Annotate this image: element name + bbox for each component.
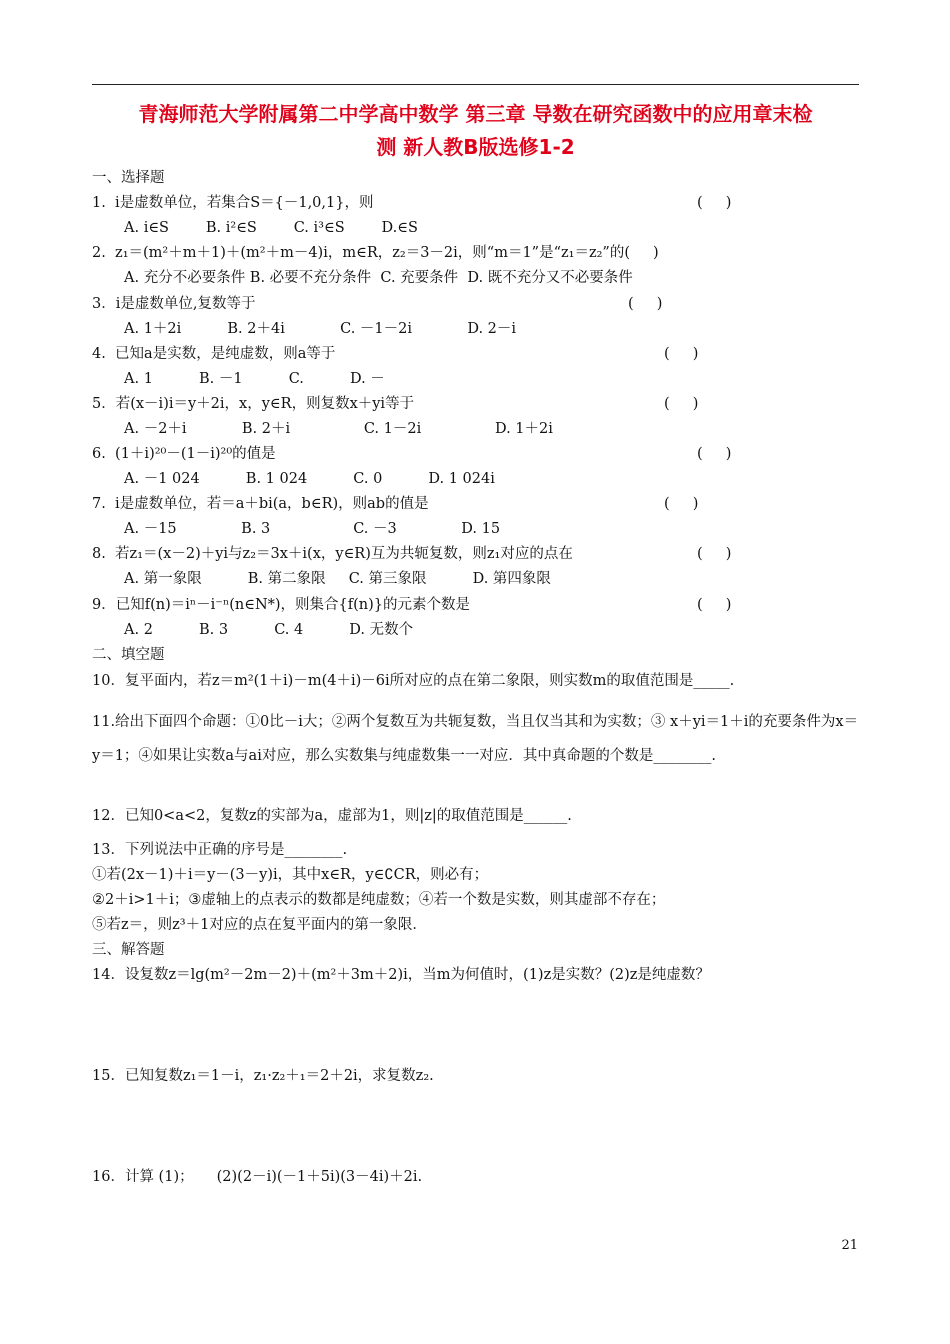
answer-bracket-8: ( ) (697, 546, 732, 562)
question-8-options: A. 第一象限 B. 第二象限 C. 第三象限 D. 第四象限 (124, 571, 551, 587)
question-13: 13．下列说法中正确的序号是________. (92, 842, 348, 858)
question-5-options: A. －2＋i B. 2＋i C. 1－2i D. 1＋2i (124, 421, 553, 437)
question-1: 1. i是虚数单位，若集合S＝{－1,0,1}，则 (92, 195, 374, 211)
question-14: 14．设复数z＝lg(m²－2m－2)＋(m²＋3m＋2)i，当m为何值时，(1)z是实数？(2)z是纯虚数？ (92, 967, 710, 983)
question-1-options: A. i∈S B. i²∈S C. i³∈S D.∈S (124, 220, 418, 236)
header-rule (92, 84, 859, 85)
question-9: 9．已知f(n)＝iⁿ－i⁻ⁿ(n∈N*)，则集合{f(n)}的元素个数是 (92, 597, 471, 613)
answer-bracket-1: ( ) (697, 195, 732, 211)
question-4: 4. 已知a是实数，是纯虚数，则a等于 (92, 346, 336, 362)
question-11: 11.给出下面四个命题：①0比－i大；②两个复数互为共轭复数，当且仅当其和为实数；③ x＋yi＝1＋i的充要条件为x＝y＝1；④如果让实数a与ai对应，那么实数集与纯虚数集一一对应．其中真命题的个数是________. (92, 714, 859, 764)
question-13-statement-1: ①若(2x－1)＋i＝y－(3－y)i，其中x∈R，y∈∁CR，则必有； (92, 867, 489, 883)
question-7: 7. i是虚数单位，若＝a＋bi(a，b∈R)，则ab的值是 (92, 496, 429, 512)
answer-bracket-4: ( ) (664, 346, 699, 362)
question-3-options: A. 1＋2i B. 2＋4i C. －1－2i D. 2－i (124, 321, 517, 337)
answer-bracket-6: ( ) (697, 446, 732, 462)
question-16: 16．计算 (1)； (2)(2－i)(－1＋5i)(3－4i)＋2i. (92, 1169, 423, 1185)
page-number: 21 (841, 1238, 858, 1253)
answer-bracket-7: ( ) (664, 496, 699, 512)
question-4-options: A. 1 B. －1 C. D. － (124, 371, 385, 387)
question-2: 2. z₁＝(m²＋m＋1)＋(m²＋m－4)i，m∈R，z₂＝3－2i，则“m＝1”是“z₁＝z₂”的( ) (92, 245, 659, 261)
answer-bracket-9: ( ) (697, 597, 732, 613)
question-13-statements-2-4: ②2＋i>1＋i；③虚轴上的点表示的数都是纯虚数；④若一个数是实数，则其虚部不存在； (92, 892, 666, 908)
title-line-2: 测 新人教B版选修1-2 (376, 135, 575, 159)
question-12: 12．已知0<a<2，复数z的实部为a，虚部为1，则|z|的取值范围是______. (92, 808, 572, 824)
question-6-options: A. －1 024 B. 1 024 C. 0 D. 1 024i (124, 471, 495, 487)
question-10: 10．复平面内，若z＝m²(1＋i)－m(4＋i)－6i所对应的点在第二象限，则实数m的取值范围是_____. (92, 673, 735, 689)
question-3: 3．i是虚数单位,复数等于 (92, 296, 256, 312)
question-9-options: A. 2 B. 3 C. 4 D. 无数个 (124, 622, 414, 638)
question-5: 5．若(x－i)i＝y＋2i，x，y∈R，则复数x＋yi等于 (92, 396, 415, 412)
answer-bracket-5: ( ) (664, 396, 699, 412)
question-2-options: A. 充分不必要条件 B. 必要不充分条件 C. 充要条件 D. 既不充分又不必要条件 (124, 270, 633, 286)
question-13-statement-5: ⑤若z＝，则z³＋1对应的点在复平面内的第一象限． (92, 917, 427, 933)
question-15: 15．已知复数z₁＝1－i，z₁·z₂＋₁＝2＋2i，求复数z₂. (92, 1068, 434, 1084)
question-7-options: A. －15 B. 3 C. －3 D. 15 (124, 521, 501, 537)
question-6: 6. (1＋i)²⁰－(1－i)²⁰的值是 (92, 446, 276, 462)
section-heading-solve: 三、解答题 (92, 942, 165, 958)
answer-bracket-3: ( ) (628, 296, 663, 312)
section-heading-fill: 二、填空题 (92, 647, 165, 663)
question-8: 8. 若z₁＝(x－2)＋yi与z₂＝3x＋i(x，y∈R)互为共轭复数，则z₁对应的点在 (92, 546, 573, 562)
document-title (92, 98, 859, 164)
title-line-1: 青海师范大学附属第二中学高中数学 第三章 导数在研究函数中的应用章末检 (138, 102, 813, 126)
section-heading-choice: 一、选择题 (92, 170, 165, 186)
